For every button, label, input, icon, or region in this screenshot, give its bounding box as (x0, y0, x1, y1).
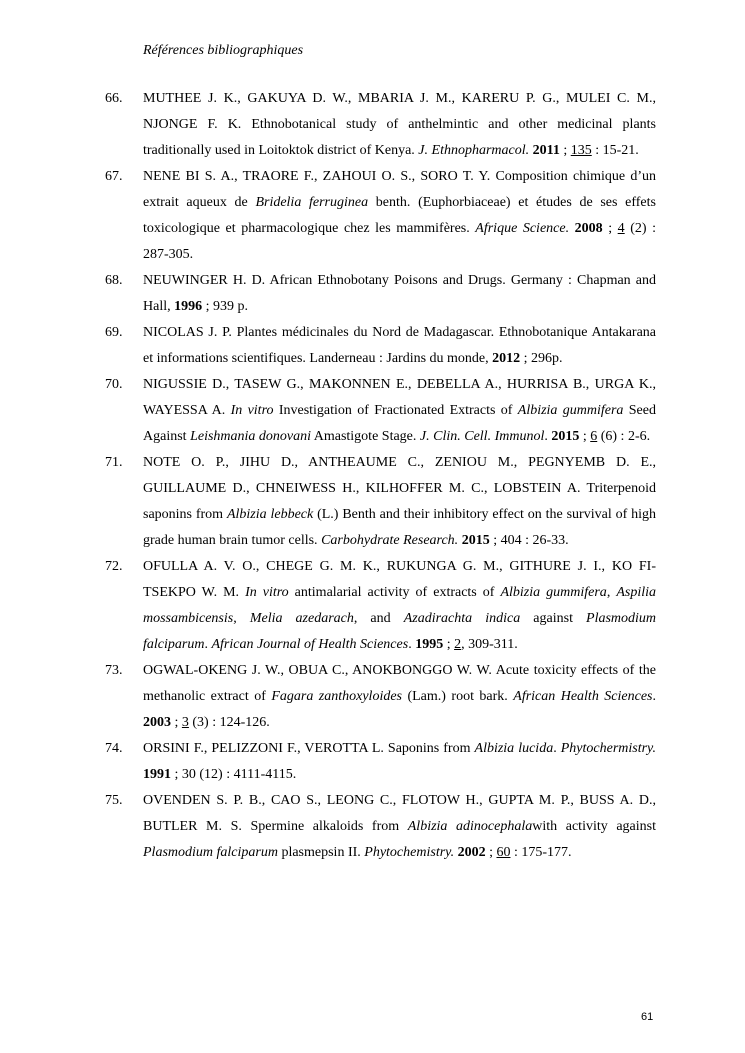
reference-number: 73. (105, 663, 123, 678)
text-run: ; 404 : 26-33. (489, 533, 569, 548)
italic-text: Melia azedarach (249, 611, 354, 626)
reference-number: 74. (105, 741, 123, 756)
text-run: ; (443, 637, 455, 652)
text-run: ORSINI F., PELIZZONI F., VEROTTA L. Saponins from (143, 741, 475, 756)
text-run: , 309-311. (461, 637, 518, 652)
text-run: (6) : 2-6. (597, 429, 651, 444)
reference-number: 70. (105, 377, 123, 392)
reference-number: 68. (105, 273, 123, 288)
italic-text: Albizia lucida (474, 741, 554, 756)
italic-text: Phytochemistry. (364, 845, 455, 860)
text-run: , (606, 585, 617, 600)
italic-text: Phytochermistry. (560, 741, 656, 756)
reference-entry (105, 164, 656, 268)
volume-text: 3 (181, 715, 189, 730)
italic-text: Albizia adinocephala (407, 819, 533, 834)
text-run: : 15-21. (591, 143, 639, 158)
reference-text (143, 320, 656, 372)
reference-entry (105, 658, 656, 736)
text-run: antimalarial activity of extracts of (288, 585, 501, 600)
text-run: ; (485, 845, 497, 860)
text-run: . (408, 637, 416, 652)
text-run: . (544, 429, 552, 444)
text-run: , and (353, 611, 404, 626)
reference-number: 71. (105, 455, 123, 470)
text-run: plasmepsin II. (277, 845, 365, 860)
text-run: Seed Against (143, 403, 656, 444)
italic-text: Fagara zanthoxyloides (271, 689, 402, 704)
year-text: 2002 (457, 845, 486, 860)
text-run: NICOLAS J. P. Plantes médicinales du Nord de Madagascar. Ethnobotanique Antakarana et informations scientifiques. Landerneau : Jardins du monde, (143, 325, 656, 366)
text-run: OGWAL-OKENG J. W., OBUA C., ANOKBONGGO W. W. Acute toxicity effects of the methanolic extract of (143, 663, 656, 704)
text-run: (3) : 124-126. (188, 715, 270, 730)
reference-entry (105, 320, 656, 372)
text-run: benth. (Euphorbiaceae) et études de ses effets toxicologique et pharmacologique chez les mammifères. (143, 195, 656, 236)
italic-text: Afrique Science. (475, 221, 570, 236)
year-text: 2011 (532, 143, 560, 158)
year-text: 1995 (415, 637, 444, 652)
italic-text: In vitro (245, 585, 289, 600)
italic-text: J. Ethnopharmacol. (418, 143, 530, 158)
year-text: 1996 (174, 299, 203, 314)
volume-text: 6 (590, 429, 598, 444)
text-run: ; (602, 221, 618, 236)
text-run: (L.) Benth and their inhibitory effect on the survival of high grade human brain tumor cells. (143, 507, 656, 548)
text-run: (2) : 287-305. (143, 221, 657, 262)
text-run: NEUWINGER H. D. African Ethnobotany Poisons and Drugs. Germany : Chapman and Hall, (143, 273, 656, 314)
italic-text: African Health Sciences (513, 689, 653, 704)
text-run: NIGUSSIE D., TASEW G., MAKONNEN E., DEBELLA A., HURRISA B., URGA K., WAYESSA A. (143, 377, 656, 418)
reference-entry (105, 372, 656, 450)
text-run: . (652, 689, 656, 704)
reference-text (143, 268, 656, 320)
text-run: ; (579, 429, 591, 444)
reference-entry (105, 86, 656, 164)
year-text: 2015 (551, 429, 580, 444)
italic-text: Plasmodium falciparum (143, 611, 657, 652)
italic-text: Azadirachta indica (403, 611, 521, 626)
italic-text: Albizia gummifera (517, 403, 624, 418)
reference-entry (105, 788, 656, 866)
year-text: 2003 (143, 715, 171, 730)
reference-text (143, 736, 656, 788)
italic-text: Carbohydrate Research. (321, 533, 459, 548)
reference-list (105, 86, 656, 866)
running-header: Références bibliographiques (143, 43, 304, 58)
italic-text: Plasmodium falciparum (143, 845, 278, 860)
text-run: MUTHEE J. K., GAKUYA D. W., MBARIA J. M., KARERU P. G., MULEI C. M., NJONGE F. K. Ethnobotanical study of anthelmintic and other medicinal plants traditionally used in Loitoktok district of Kenya. (143, 91, 656, 158)
text-run: ; (171, 715, 182, 730)
text-run: Investigation of Fractionated Extracts of (273, 403, 518, 418)
volume-text: 135 (570, 143, 592, 158)
text-run: Amastigote Stage. (311, 429, 420, 444)
reference-number: 67. (105, 169, 123, 184)
italic-text: Bridelia ferruginea (255, 195, 369, 210)
year-text: 2012 (492, 351, 521, 366)
year-text: 2008 (574, 221, 603, 236)
reference-text (143, 164, 656, 268)
page-number: 61 (641, 1011, 654, 1023)
volume-text: 60 (496, 845, 511, 860)
text-run: with activity against (532, 819, 656, 834)
reference-entry (105, 268, 656, 320)
text-run: OVENDEN S. P. B., CAO S., LEONG C., FLOTOW H., GUPTA M. P., BUSS A. D., BUTLER M. S. Spermine alkaloids from (143, 793, 656, 834)
italic-text: African Journal of Health Sciences (211, 637, 409, 652)
reference-text (143, 658, 656, 736)
reference-number: 72. (105, 559, 123, 574)
text-run: OFULLA A. V. O., CHEGE G. M. K., RUKUNGA G. M., GITHURE J. I., KO FI-TSEKPO W. M. (143, 559, 656, 600)
text-run: ; 30 (12) : 4111-4115. (171, 767, 297, 782)
text-run: (Lam.) root bark. (402, 689, 514, 704)
text-run: against (520, 611, 587, 626)
year-text: 2015 (461, 533, 490, 548)
text-run: ; (559, 143, 571, 158)
reference-text (143, 554, 656, 658)
text-run: NENE BI S. A., TRAORE F., ZAHOUI O. S., SORO T. Y. Composition chimique d’un extrait aqueux de (143, 169, 656, 210)
text-run: ; 939 p. (202, 299, 248, 314)
reference-number: 66. (105, 91, 123, 106)
text-run: . (204, 637, 212, 652)
text-run: ; 296p. (520, 351, 563, 366)
text-run: . (553, 741, 561, 756)
text-run: NOTE O. P., JIHU D., ANTHEAUME C., ZENIOU M., PEGNYEMB D. E., GUILLAUME D., CHNEIWESS H., KILHOFFER M. C., LOBSTEIN A. Triterpenoid saponins from (143, 455, 656, 522)
reference-text (143, 86, 656, 164)
reference-text (143, 788, 656, 866)
italic-text: Albizia lebbeck (226, 507, 314, 522)
reference-entry (105, 450, 656, 554)
italic-text: Aspilia mossambicensis (143, 585, 656, 626)
reference-entry (105, 736, 656, 788)
volume-text: 4 (617, 221, 625, 236)
italic-text: In vitro (230, 403, 274, 418)
italic-text: Leishmania donovani (190, 429, 312, 444)
year-text: 1991 (143, 767, 171, 782)
italic-text: J. Clin. Cell. Immunol (419, 429, 545, 444)
reference-text (143, 372, 656, 450)
text-run: : 175-177. (510, 845, 572, 860)
reference-number: 69. (105, 325, 123, 340)
reference-text (143, 450, 656, 554)
text-run: , (233, 611, 250, 626)
reference-number: 75. (105, 793, 123, 808)
reference-entry (105, 554, 656, 658)
volume-text: 2 (454, 637, 462, 652)
italic-text: Albizia gummifera (500, 585, 607, 600)
